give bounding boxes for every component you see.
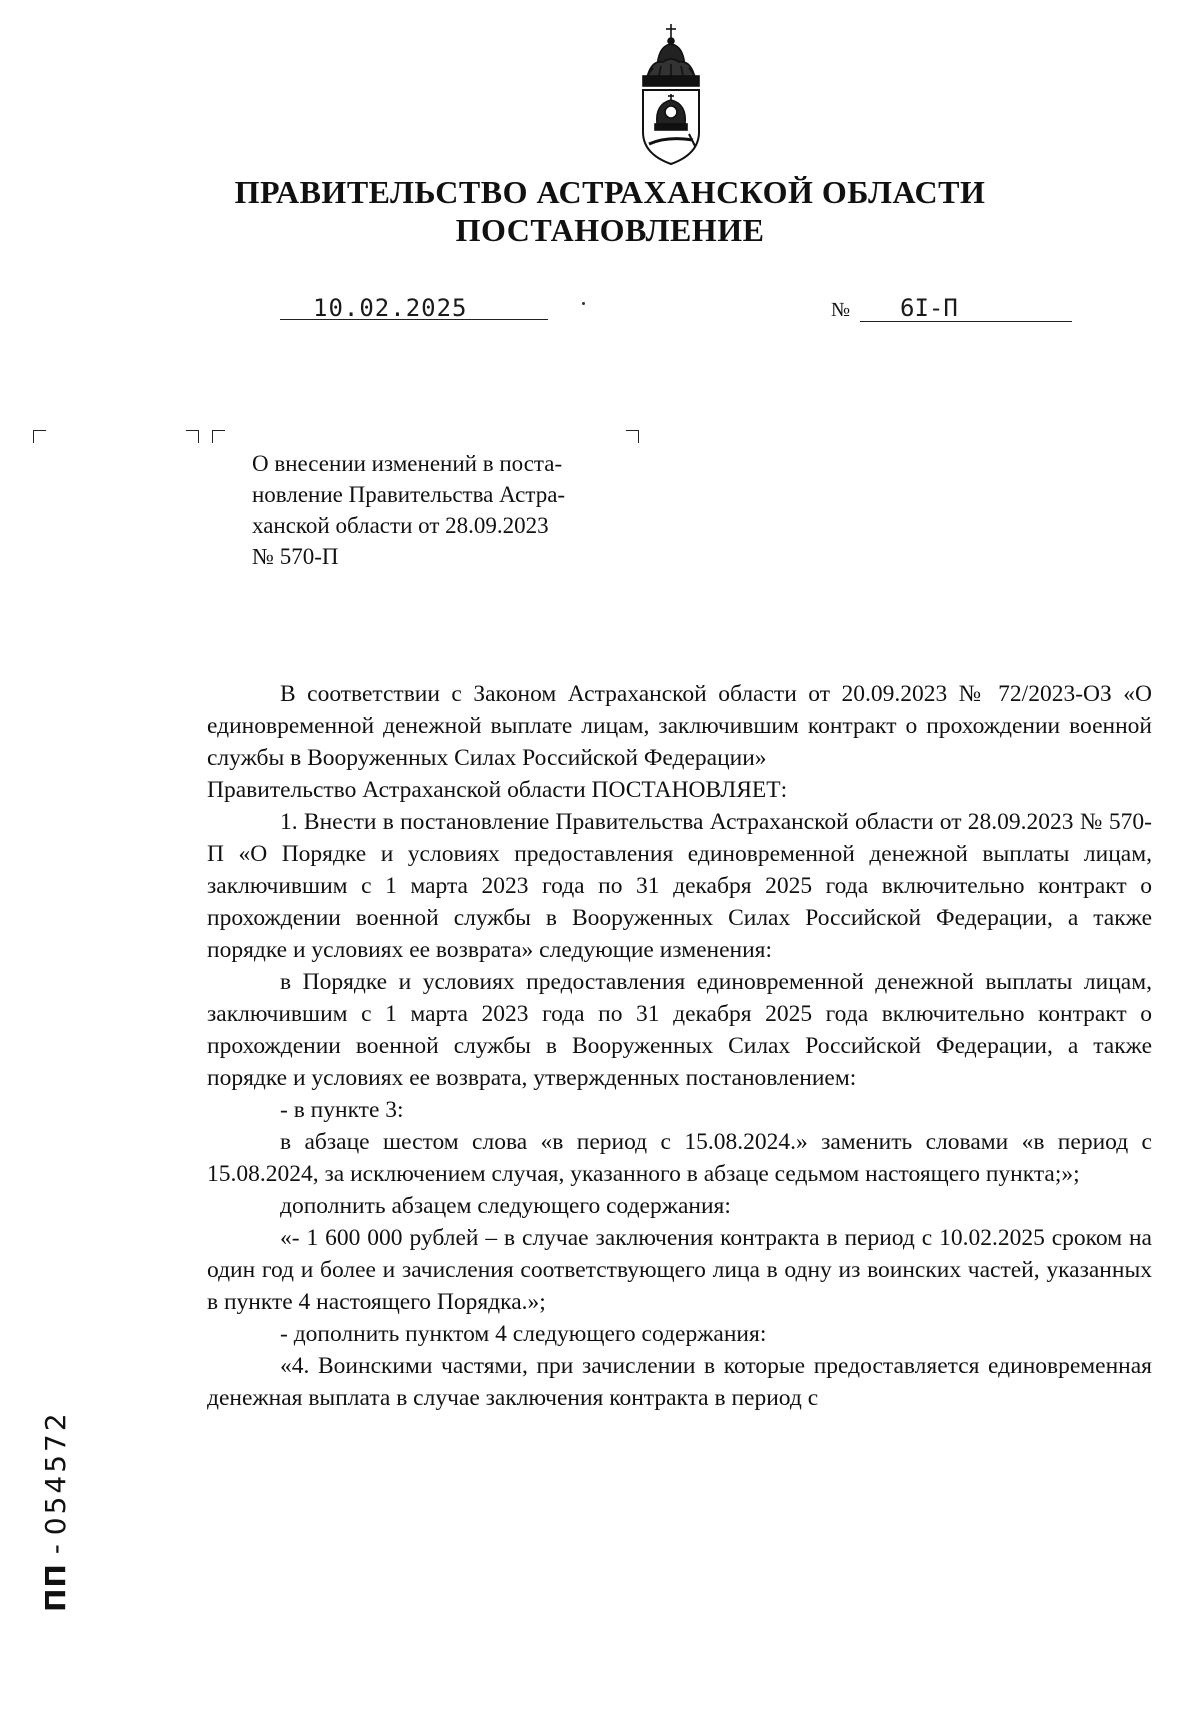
corner-bracket-inner-left [212, 430, 225, 443]
body-paragraph: В соответствии с Законом Астраханской области от 20.09.2023 № 72/2023-ОЗ «О единовременной денежной выплате лицам, заключившим контракт о прохождении военной службы в Вооруженных Силах Российской Федерации» [207, 681, 1152, 771]
body-paragraph: Правительство Астраханской области ПОСТАНОВЛЯЕТ: [207, 777, 788, 803]
body-paragraph: - в пункте 3: [280, 1097, 404, 1123]
document-number: 6I-П [900, 294, 958, 322]
date-underline [280, 319, 548, 320]
serial-separator: - [39, 1535, 72, 1564]
document-subject [252, 448, 637, 572]
body-paragraph: 1. Внести в постановление Правительства Астраханской области от 28.09.2023 № 570-П «О Порядке и условиях предоставления единовременной денежной выплаты лицам, заключившим с 1 марта 2023 года по 31 декабря 2025 года включительно контракт о прохождении военной службы в Вооруженных Силах Российской Федерации, а также порядке и условиях ее возврата» следующие изменения: [207, 809, 1152, 963]
body-paragraph: «- 1 600 000 рублей – в случае заключения контракта в период с 10.02.2025 сроком на один год и более и зачисления соответствующего лица в одну из воинских частей, указанных в пункте 4 настоящего Порядка.»; [207, 1225, 1152, 1315]
body-paragraph: дополнить абзацем следующего содержания: [280, 1193, 731, 1219]
document-body [207, 678, 1152, 1414]
document-date: 10.02.2025 [313, 294, 468, 322]
subject-line: № 570-П [252, 544, 339, 569]
corner-bracket-top-right [626, 430, 639, 443]
body-paragraph: «4. Воинскими частями, при зачислении в которые предоставляется единовременная денежная выплата в случае заключения контракта в период с [207, 1353, 1152, 1411]
corner-bracket-top-left [33, 430, 46, 443]
corner-bracket-inner-right [186, 430, 199, 443]
serial-number: 054572 [39, 1410, 72, 1536]
astrakhan-coat-of-arms-icon [633, 20, 709, 168]
number-sign: № [831, 299, 851, 321]
body-paragraph: в Порядке и условиях предоставления единовременной денежной выплаты лицам, заключившим с 1 марта 2023 года по 31 декабря 2025 года включительно контракт о прохождении военной службы в Вооруженных Силах Российской Федерации, а также порядке и условиях ее возврата, утвержденных постановлением: [207, 969, 1152, 1091]
document-type-title: ПОСТАНОВЛЕНИЕ [455, 212, 765, 248]
body-paragraph: в абзаце шестом слова «в период с 15.08.2024.» заменить словами «в период с 15.08.2024, за исключением случая, указанного в абзаце седьмом настоящего пункта;»; [207, 1129, 1152, 1187]
number-underline [860, 321, 1072, 322]
government-title: ПРАВИТЕЛЬСТВО АСТРАХАНСКОЙ ОБЛАСТИ [234, 174, 986, 210]
subject-line: ханской области от 28.09.2023 [252, 513, 549, 538]
form-serial-number [39, 1410, 73, 1612]
serial-prefix: ПП [39, 1563, 72, 1612]
body-paragraph: - дополнить пунктом 4 следующего содержания: [280, 1321, 767, 1347]
subject-line: новление Правительства Астра- [252, 482, 566, 507]
stray-dot [582, 302, 585, 305]
subject-line: О внесении изменений в поста- [252, 451, 563, 476]
